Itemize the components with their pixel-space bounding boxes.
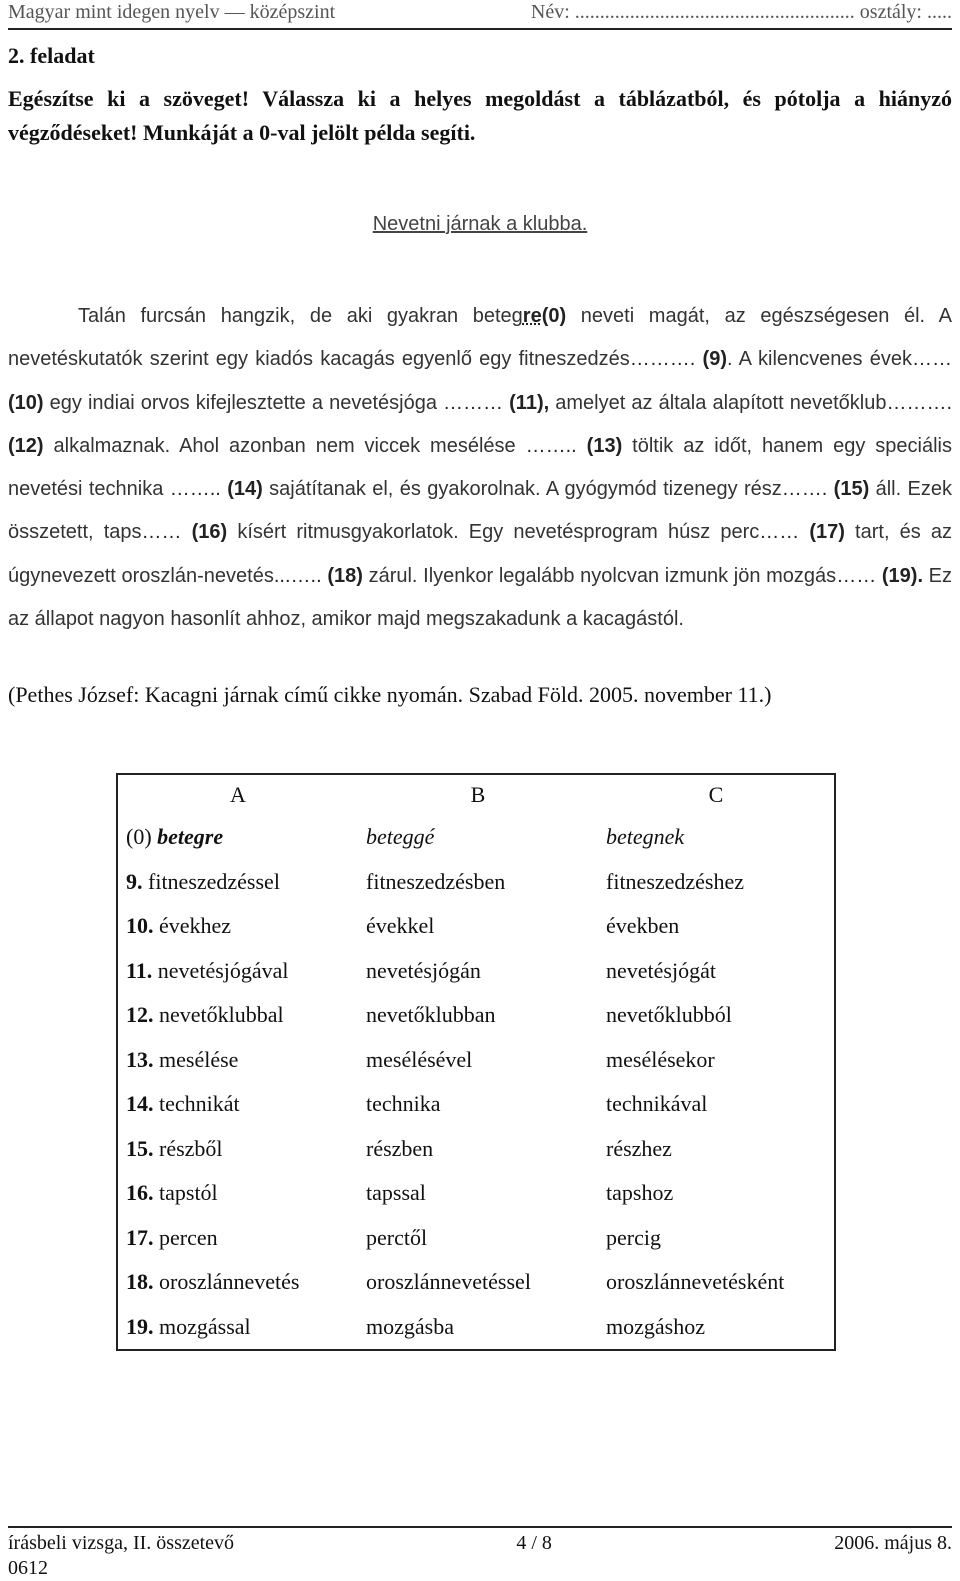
table-row	[117, 904, 835, 949]
footer-divider	[8, 1526, 952, 1528]
row-number: 17.	[126, 1224, 159, 1250]
essay-source: (Pethes József: Kacagni járnak című cikke nyomán. Szabad Föld. 2005. november 11.)	[8, 682, 772, 707]
gap-12-number: (12)	[8, 434, 44, 457]
option-a: technikát	[159, 1091, 240, 1117]
gap-13-blank[interactable]: ……..	[515, 434, 587, 457]
example-fill: re	[522, 305, 542, 327]
option-c-cell[interactable]: mozgáshoz	[606, 1313, 705, 1339]
essay-text: amelyet az általa alapított nevetőklub	[555, 391, 887, 414]
option-c-cell[interactable]: mesélésekor	[606, 1046, 715, 1072]
task-instruction: Egészítse ki a szöveget! Válassza ki a helyes megoldást a táblázatból, és pótolja a hiányzó végződéseket! Munkáját a 0-val jelölt példa segíti.	[8, 86, 952, 145]
essay-text: Talán furcsán hangzik, de aki gyakran beteg	[78, 305, 523, 327]
gap-9-blank[interactable]: ……….	[629, 348, 703, 371]
option-b-cell[interactable]: nevetőklubban	[366, 1002, 496, 1028]
option-a: részből	[159, 1135, 223, 1161]
option-a: tapstól	[159, 1180, 218, 1206]
gap-16-number: (16)	[191, 521, 228, 544]
gap-17-number: (17)	[809, 521, 845, 544]
row-number: 9.	[126, 868, 148, 894]
gap-13-number: (13)	[586, 434, 623, 457]
option-a-cell[interactable]	[117, 1082, 358, 1127]
option-b-cell[interactable]: évekkel	[366, 913, 435, 939]
option-b-cell[interactable]: perctől	[366, 1224, 428, 1250]
option-a-cell[interactable]	[117, 815, 358, 860]
gap-14-blank[interactable]: ……..	[163, 478, 228, 501]
essay-text: alkalmaznak. Ahol azonban nem viccek mesélése	[43, 434, 516, 457]
table-row-example	[117, 815, 835, 860]
table-row	[117, 1127, 835, 1172]
essay-title-text: Nevetni járnak a klubba.	[372, 213, 588, 235]
header-name-class: Név: ........................................................ osztály: .....	[530, 1, 952, 23]
gap-11-number: (11),	[509, 391, 556, 414]
row-number: 12.	[126, 1002, 159, 1028]
option-a: nevetőklubbal	[159, 1002, 284, 1028]
gap-15-number: (15)	[833, 478, 870, 501]
option-b-cell[interactable]: nevetésjógán	[366, 957, 481, 983]
option-a-cell[interactable]	[117, 904, 358, 949]
option-a: nevetésjógával	[157, 957, 289, 983]
row-number: 16.	[126, 1180, 159, 1206]
table-row	[117, 1305, 835, 1351]
option-a-cell[interactable]	[117, 1171, 358, 1216]
option-a-cell[interactable]	[117, 860, 358, 905]
row-number: 11.	[126, 957, 158, 983]
gap-12-blank[interactable]: ……….	[886, 391, 953, 414]
essay-text: áll. Ezek összetett, taps	[8, 478, 952, 544]
option-a: percen	[159, 1224, 218, 1250]
option-a-cell[interactable]	[117, 1305, 358, 1351]
row-number: 14.	[126, 1091, 159, 1117]
essay-text: töltik az időt, hanem egy speciális nevetési technika	[8, 434, 952, 501]
table-header-row	[117, 774, 835, 815]
gap-0-number: (0)	[541, 305, 567, 327]
table-row	[117, 1216, 835, 1261]
row-number: (0)	[126, 824, 158, 850]
option-b-cell[interactable]: oroszlánnevetéssel	[366, 1269, 531, 1295]
essay-text: kísért ritmusgyakorlatok. Egy nevetésprogram húsz perc	[227, 521, 760, 544]
option-a: fitneszedzéssel	[148, 868, 280, 894]
row-number: 19.	[126, 1313, 159, 1339]
option-c-cell[interactable]: technikával	[606, 1091, 708, 1117]
option-b-cell[interactable]: mesélésével	[366, 1046, 473, 1072]
column-header-a: A	[230, 782, 246, 807]
essay-text: Ez az állapot nagyon hasonlít ahhoz, amikor majd megszakadunk a kacagástól.	[8, 564, 953, 631]
page-footer	[8, 1530, 952, 1556]
header-subject: Magyar mint idegen nyelv — középszint	[8, 1, 336, 23]
option-b-cell[interactable]: beteggé	[366, 824, 435, 850]
gap-10-number: (10)	[8, 391, 44, 414]
table-row	[117, 1038, 835, 1083]
option-a-cell[interactable]	[117, 1260, 358, 1305]
gap-14-number: (14)	[227, 478, 263, 501]
essay-text: sajátítanak el, és gyakorolnak. A gyógymód tizenegy rész	[262, 478, 782, 501]
option-b-cell[interactable]: tapssal	[366, 1180, 426, 1206]
table-row	[117, 860, 835, 905]
option-a-cell[interactable]	[117, 1216, 358, 1261]
footer-code: 0612	[8, 1557, 48, 1579]
table-row	[117, 1082, 835, 1127]
column-header-c: C	[708, 782, 724, 807]
footer-page-number: 4 / 8	[516, 1532, 552, 1554]
essay-text: . A kilencvenes évek	[726, 348, 912, 371]
essay-title	[0, 210, 960, 238]
footer-date: 2006. május 8.	[834, 1532, 952, 1554]
gap-19-number: (19).	[881, 564, 923, 587]
option-c-cell[interactable]: nevetőklubból	[606, 1002, 732, 1028]
option-a-cell[interactable]	[117, 1038, 358, 1083]
gap-11-blank[interactable]: ………	[436, 391, 510, 414]
option-c-cell[interactable]: években	[606, 913, 680, 939]
option-b-cell[interactable]: mozgásba	[366, 1313, 454, 1339]
option-b-cell[interactable]: fitneszedzésben	[366, 868, 506, 894]
table-row	[117, 993, 835, 1038]
gap-15-blank[interactable]: …….	[781, 478, 834, 501]
option-a: mozgással	[159, 1313, 251, 1339]
essay-paragraph	[8, 295, 952, 641]
essay-text: neveti magát, az egészségesen él. A nevetéskutatók szerint egy kiadós kacagás egyenlő egy fitneszedzés	[8, 305, 952, 371]
essay-text: zárul. Ilyenkor legalább nyolcvan izmunk jön mozgás	[362, 564, 837, 587]
gap-9-number: (9)	[702, 348, 727, 371]
option-a: oroszlánnevetés	[159, 1269, 300, 1295]
gap-19-blank[interactable]: ……	[836, 564, 882, 587]
option-a-cell[interactable]	[117, 949, 358, 994]
row-number: 10.	[126, 913, 159, 939]
table-row	[117, 949, 835, 994]
option-c-cell[interactable]: oroszlánnevetésként	[606, 1269, 785, 1295]
page-header	[8, 0, 952, 30]
gap-18-blank[interactable]: ...…..	[273, 564, 328, 587]
option-c-cell[interactable]: betegnek	[606, 824, 685, 850]
option-a-cell[interactable]	[117, 1127, 358, 1172]
option-a-cell[interactable]	[117, 993, 358, 1038]
row-number: 13.	[126, 1046, 159, 1072]
option-b-cell[interactable]: részben	[366, 1135, 434, 1161]
options-table	[116, 773, 836, 1351]
gap-17-blank[interactable]: ……	[759, 521, 810, 544]
gap-16-blank[interactable]: ……	[141, 521, 192, 544]
option-c-cell[interactable]: fitneszedzéshez	[606, 868, 745, 894]
option-a: mesélése	[159, 1046, 239, 1072]
row-number: 18.	[126, 1269, 159, 1295]
option-a: betegre	[157, 824, 224, 850]
option-c-cell[interactable]: percig	[606, 1224, 661, 1250]
column-header-b: B	[470, 782, 486, 807]
gap-10-blank[interactable]: ……	[911, 348, 952, 371]
gap-18-number: (18)	[327, 564, 363, 587]
header-divider	[8, 28, 952, 30]
option-a: évekhez	[159, 913, 232, 939]
option-c-cell[interactable]: nevetésjógát	[606, 957, 716, 983]
footer-exam: írásbeli vizsga, II. összetevő	[8, 1532, 235, 1554]
option-c-cell[interactable]: részhez	[606, 1135, 672, 1161]
table-row	[117, 1171, 835, 1216]
essay-text: egy indiai orvos kifejlesztette a nevetésjóga	[43, 391, 437, 414]
essay-text: tart, és az úgynevezett oroszlán-nevetés	[8, 521, 952, 587]
task-title: 2. feladat	[8, 43, 95, 68]
option-b-cell[interactable]: technika	[366, 1091, 441, 1117]
row-number: 15.	[126, 1135, 159, 1161]
table-row	[117, 1260, 835, 1305]
option-c-cell[interactable]: tapshoz	[606, 1180, 674, 1206]
